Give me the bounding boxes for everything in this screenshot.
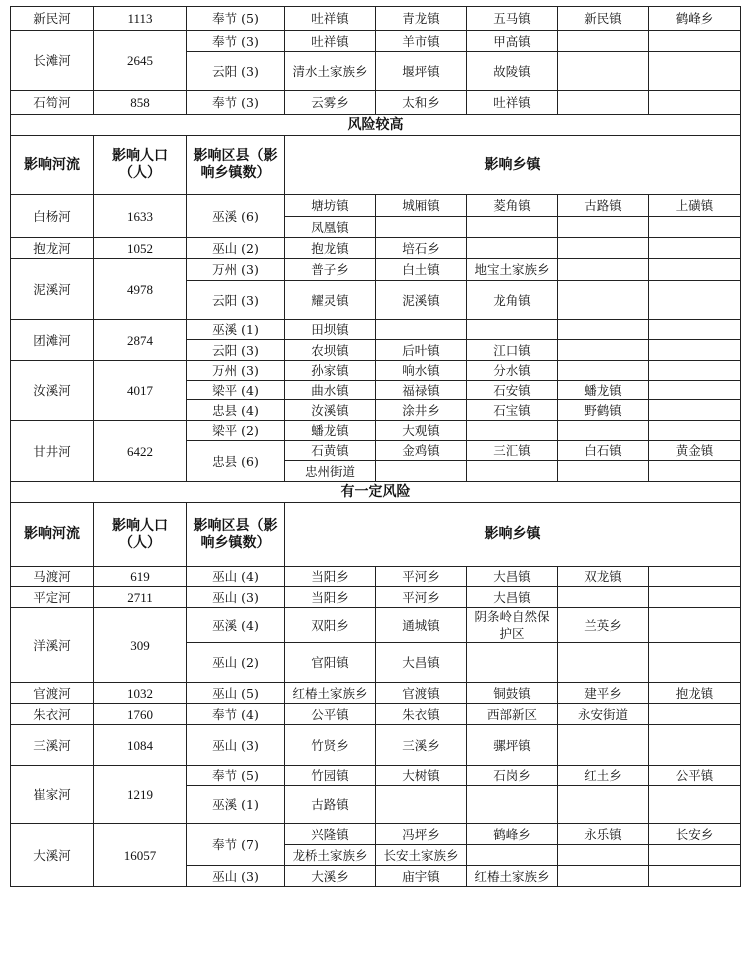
table-row	[11, 7, 741, 31]
town-cell	[558, 238, 649, 259]
town-cell	[558, 786, 649, 824]
town-cell: 农坝镇	[285, 340, 376, 361]
table-row	[11, 31, 741, 52]
town-cell: 青龙镇	[376, 7, 467, 31]
river-name: 大溪河	[11, 824, 94, 887]
town-cell: 朱衣镇	[376, 704, 467, 725]
population-value: 16057	[94, 824, 187, 887]
town-cell: 大昌镇	[467, 567, 558, 587]
town-cell: 江口镇	[467, 340, 558, 361]
table-row	[11, 361, 741, 381]
town-cell	[649, 217, 741, 238]
town-cell: 双阳乡	[285, 608, 376, 643]
town-cell: 红土乡	[558, 766, 649, 786]
town-cell	[376, 786, 467, 824]
population-value: 1032	[94, 683, 187, 704]
river-name: 崔家河	[11, 766, 94, 824]
town-cell	[649, 608, 741, 643]
town-cell	[376, 217, 467, 238]
river-name: 白杨河	[11, 195, 94, 238]
town-cell	[649, 866, 741, 887]
town-cell: 三汇镇	[467, 441, 558, 461]
town-cell: 普子乡	[285, 259, 376, 281]
river-name: 马渡河	[11, 567, 94, 587]
table-row	[11, 259, 741, 281]
town-cell: 太和乡	[376, 91, 467, 115]
river-name: 汝溪河	[11, 361, 94, 421]
table-row	[11, 91, 741, 115]
town-cell: 骡坪镇	[467, 725, 558, 766]
risk-table	[10, 6, 741, 887]
town-cell	[467, 421, 558, 441]
town-cell	[649, 643, 741, 683]
header-river: 影响河流	[11, 136, 94, 195]
district-name: 巫溪 (1)	[187, 786, 285, 824]
town-cell: 甲高镇	[467, 31, 558, 52]
town-cell: 涂井乡	[376, 400, 467, 421]
district-name: 云阳 (3)	[187, 52, 285, 91]
town-cell: 蟠龙镇	[285, 421, 376, 441]
town-cell	[649, 259, 741, 281]
town-cell	[467, 643, 558, 683]
town-cell	[649, 845, 741, 866]
town-cell: 响水镇	[376, 361, 467, 381]
risk-table-page	[10, 6, 740, 887]
town-cell: 永乐镇	[558, 824, 649, 845]
town-cell	[649, 400, 741, 421]
town-cell: 阴条岭自然保护区	[467, 608, 558, 643]
town-cell: 凤凰镇	[285, 217, 376, 238]
town-cell	[649, 320, 741, 340]
population-value: 1760	[94, 704, 187, 725]
table-row	[11, 725, 741, 766]
town-cell	[649, 587, 741, 608]
town-cell	[467, 845, 558, 866]
river-name: 官渡河	[11, 683, 94, 704]
town-cell: 新民镇	[558, 7, 649, 31]
town-cell	[467, 461, 558, 482]
town-cell: 建平乡	[558, 683, 649, 704]
town-cell: 红椿土家族乡	[467, 866, 558, 887]
town-cell	[467, 320, 558, 340]
town-cell: 鹤峰乡	[467, 824, 558, 845]
population-value: 4017	[94, 361, 187, 421]
section-title: 风险较高	[11, 115, 741, 136]
town-cell: 吐祥镇	[467, 91, 558, 115]
river-name: 抱龙河	[11, 238, 94, 259]
population-value: 1052	[94, 238, 187, 259]
town-cell: 竹贤乡	[285, 725, 376, 766]
town-cell	[558, 461, 649, 482]
town-cell	[376, 461, 467, 482]
town-cell	[558, 340, 649, 361]
section-title: 有一定风险	[11, 482, 741, 503]
town-cell	[467, 238, 558, 259]
town-cell	[558, 259, 649, 281]
town-cell: 塘坊镇	[285, 195, 376, 217]
district-name: 忠县 (4)	[187, 400, 285, 421]
river-name: 团滩河	[11, 320, 94, 361]
town-cell: 永安街道	[558, 704, 649, 725]
town-cell: 白石镇	[558, 441, 649, 461]
town-cell: 庙宇镇	[376, 866, 467, 887]
town-cell: 红椿土家族乡	[285, 683, 376, 704]
town-cell: 分水镇	[467, 361, 558, 381]
header-population: 影响人口（人）	[94, 136, 187, 195]
district-name: 巫山 (2)	[187, 238, 285, 259]
river-name: 甘井河	[11, 421, 94, 482]
town-cell	[649, 281, 741, 320]
population-value: 2711	[94, 587, 187, 608]
header-towns: 影响乡镇	[285, 503, 741, 567]
town-cell	[467, 786, 558, 824]
table-row	[11, 608, 741, 643]
district-name: 巫山 (5)	[187, 683, 285, 704]
table-row	[11, 320, 741, 340]
district-name: 奉节 (5)	[187, 766, 285, 786]
town-cell: 公平镇	[649, 766, 741, 786]
town-cell: 通城镇	[376, 608, 467, 643]
town-cell	[649, 31, 741, 52]
population-value: 309	[94, 608, 187, 683]
town-cell: 三溪乡	[376, 725, 467, 766]
header-population: 影响人口（人）	[94, 503, 187, 567]
town-cell	[649, 381, 741, 400]
town-cell: 曲水镇	[285, 381, 376, 400]
town-cell: 城厢镇	[376, 195, 467, 217]
town-cell: 当阳乡	[285, 567, 376, 587]
town-cell	[649, 567, 741, 587]
town-cell: 五马镇	[467, 7, 558, 31]
town-cell: 龙桥土家族乡	[285, 845, 376, 866]
town-cell	[558, 217, 649, 238]
river-name: 新民河	[11, 7, 94, 31]
town-cell: 兰英乡	[558, 608, 649, 643]
town-cell: 长安乡	[649, 824, 741, 845]
town-cell: 兴隆镇	[285, 824, 376, 845]
town-cell	[467, 217, 558, 238]
district-name: 云阳 (3)	[187, 340, 285, 361]
town-cell: 金鸡镇	[376, 441, 467, 461]
town-cell	[649, 704, 741, 725]
town-cell: 大溪乡	[285, 866, 376, 887]
town-cell	[558, 281, 649, 320]
town-cell: 蟠龙镇	[558, 381, 649, 400]
district-name: 忠县 (6)	[187, 441, 285, 482]
town-cell: 平河乡	[376, 567, 467, 587]
town-cell	[558, 91, 649, 115]
town-cell	[649, 238, 741, 259]
town-cell: 汝溪镇	[285, 400, 376, 421]
town-cell: 大昌镇	[376, 643, 467, 683]
town-cell: 双龙镇	[558, 567, 649, 587]
town-cell: 铜鼓镇	[467, 683, 558, 704]
town-cell: 菱角镇	[467, 195, 558, 217]
population-value: 1084	[94, 725, 187, 766]
town-cell: 上磺镇	[649, 195, 741, 217]
town-cell	[649, 52, 741, 91]
town-cell	[649, 725, 741, 766]
town-cell: 云雾乡	[285, 91, 376, 115]
town-cell: 当阳乡	[285, 587, 376, 608]
town-cell: 竹园镇	[285, 766, 376, 786]
district-name: 巫山 (4)	[187, 567, 285, 587]
town-cell	[558, 845, 649, 866]
town-cell	[558, 361, 649, 381]
town-cell	[376, 320, 467, 340]
header-district: 影响区县（影响乡镇数）	[187, 136, 285, 195]
town-cell: 公平镇	[285, 704, 376, 725]
town-cell: 福禄镇	[376, 381, 467, 400]
town-cell: 野鹤镇	[558, 400, 649, 421]
town-cell: 羊市镇	[376, 31, 467, 52]
town-cell	[558, 31, 649, 52]
district-name: 奉节 (5)	[187, 7, 285, 31]
town-cell	[649, 91, 741, 115]
town-cell: 官渡镇	[376, 683, 467, 704]
district-name: 奉节 (7)	[187, 824, 285, 866]
river-name: 长滩河	[11, 31, 94, 91]
town-cell	[558, 725, 649, 766]
river-name: 平定河	[11, 587, 94, 608]
table-row	[11, 824, 741, 845]
town-cell: 冯坪乡	[376, 824, 467, 845]
town-cell	[649, 786, 741, 824]
town-cell: 古路镇	[285, 786, 376, 824]
header-row	[11, 503, 741, 567]
town-cell: 耀灵镇	[285, 281, 376, 320]
population-value: 1219	[94, 766, 187, 824]
town-cell: 石黄镇	[285, 441, 376, 461]
town-cell: 西部新区	[467, 704, 558, 725]
table-row	[11, 704, 741, 725]
district-name: 万州 (3)	[187, 361, 285, 381]
town-cell: 吐祥镇	[285, 7, 376, 31]
river-name: 泥溪河	[11, 259, 94, 320]
town-cell	[558, 643, 649, 683]
town-cell: 地宝土家族乡	[467, 259, 558, 281]
district-name: 梁平 (2)	[187, 421, 285, 441]
town-cell: 故陵镇	[467, 52, 558, 91]
population-value: 6422	[94, 421, 187, 482]
header-towns: 影响乡镇	[285, 136, 741, 195]
town-cell: 黄金镇	[649, 441, 741, 461]
district-name: 云阳 (3)	[187, 281, 285, 320]
district-name: 奉节 (3)	[187, 91, 285, 115]
river-name: 洋溪河	[11, 608, 94, 683]
population-value: 1113	[94, 7, 187, 31]
district-name: 巫溪 (1)	[187, 320, 285, 340]
town-cell: 鹤峰乡	[649, 7, 741, 31]
section-row	[11, 482, 741, 503]
town-cell	[558, 52, 649, 91]
town-cell: 忠州街道	[285, 461, 376, 482]
town-cell: 吐祥镇	[285, 31, 376, 52]
district-name: 奉节 (4)	[187, 704, 285, 725]
town-cell: 堰坪镇	[376, 52, 467, 91]
district-name: 巫溪 (4)	[187, 608, 285, 643]
town-cell: 孙家镇	[285, 361, 376, 381]
town-cell: 大树镇	[376, 766, 467, 786]
town-cell: 大观镇	[376, 421, 467, 441]
town-cell: 抱龙镇	[649, 683, 741, 704]
town-cell: 大昌镇	[467, 587, 558, 608]
district-name: 梁平 (4)	[187, 381, 285, 400]
table-row	[11, 567, 741, 587]
town-cell: 田坝镇	[285, 320, 376, 340]
town-cell	[649, 361, 741, 381]
table-row	[11, 587, 741, 608]
town-cell	[649, 461, 741, 482]
town-cell	[558, 587, 649, 608]
header-district: 影响区县（影响乡镇数）	[187, 503, 285, 567]
town-cell: 清水土家族乡	[285, 52, 376, 91]
town-cell: 培石乡	[376, 238, 467, 259]
town-cell: 官阳镇	[285, 643, 376, 683]
town-cell	[558, 866, 649, 887]
river-name: 石笱河	[11, 91, 94, 115]
town-cell: 长安土家族乡	[376, 845, 467, 866]
town-cell: 石宝镇	[467, 400, 558, 421]
header-row	[11, 136, 741, 195]
district-name: 奉节 (3)	[187, 31, 285, 52]
population-value: 2874	[94, 320, 187, 361]
town-cell: 泥溪镇	[376, 281, 467, 320]
town-cell: 石岗乡	[467, 766, 558, 786]
header-river: 影响河流	[11, 503, 94, 567]
district-name: 巫山 (3)	[187, 866, 285, 887]
population-value: 619	[94, 567, 187, 587]
town-cell: 后叶镇	[376, 340, 467, 361]
table-row	[11, 421, 741, 441]
town-cell	[649, 340, 741, 361]
population-value: 4978	[94, 259, 187, 320]
district-name: 万州 (3)	[187, 259, 285, 281]
river-name: 三溪河	[11, 725, 94, 766]
town-cell: 抱龙镇	[285, 238, 376, 259]
town-cell: 平河乡	[376, 587, 467, 608]
town-cell	[558, 421, 649, 441]
population-value: 1633	[94, 195, 187, 238]
town-cell: 古路镇	[558, 195, 649, 217]
town-cell	[649, 421, 741, 441]
section-row	[11, 115, 741, 136]
river-name: 朱衣河	[11, 704, 94, 725]
table-row	[11, 766, 741, 786]
district-name: 巫山 (3)	[187, 587, 285, 608]
district-name: 巫山 (3)	[187, 725, 285, 766]
town-cell	[558, 320, 649, 340]
district-name: 巫溪 (6)	[187, 195, 285, 238]
district-name: 巫山 (2)	[187, 643, 285, 683]
table-row	[11, 683, 741, 704]
table-row	[11, 238, 741, 259]
population-value: 2645	[94, 31, 187, 91]
town-cell: 石安镇	[467, 381, 558, 400]
table-row	[11, 195, 741, 217]
town-cell: 白土镇	[376, 259, 467, 281]
town-cell: 龙角镇	[467, 281, 558, 320]
population-value: 858	[94, 91, 187, 115]
